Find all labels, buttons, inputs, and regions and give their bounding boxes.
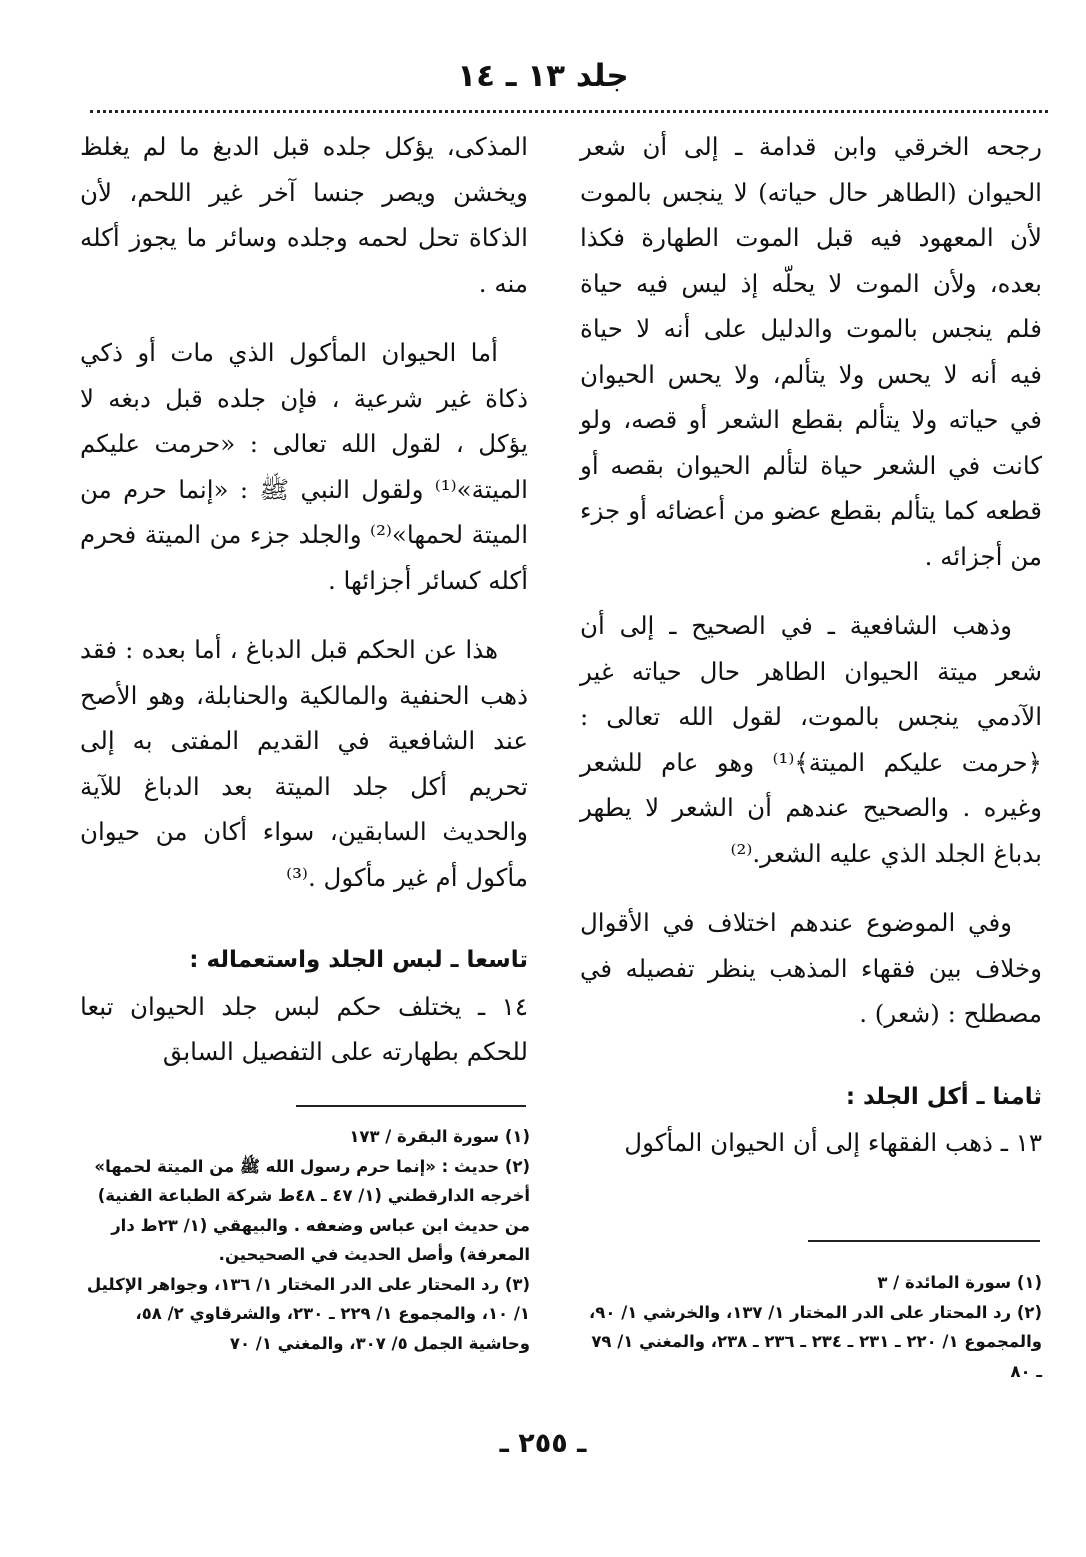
paragraph: المذكى، يؤكل جلده قبل الدبغ ما لم يغلظ ويخشن ويصر جنسا آخر غير اللحم، لأن الذكاة تحل لحمه وجلده وسائر ما يجوز أكله منه . [80,132,528,298]
paragraph: ١٣ ـ ذهب الفقهاء إلى أن الحيوان المأكول [624,1128,1042,1157]
footnote: (١) سورة البقرة / ١٧٣ [349,1127,530,1146]
paragraph: ١٤ ـ يختلف حكم لبس جلد الحيوان تبعا للحكم بطهارته على التفصيل السابق [80,991,528,1066]
footnote-rule [296,1105,526,1107]
paragraph: أما الحيوان المأكول الذي مات أو ذكي ذكاة غير شرعية ، فإن جلده قبل دبغه لا يؤكل ، لقول الله تعالى : «حرمت عليكم الميتة»⁽¹⁾ ولقول النبي ﷺ : «إنما حرم من الميتة لحمها»⁽²⁾ والجلد جزء من الميتة فحرم أكله كسائر أجزائها . [80,338,528,595]
footnote: (٢) رد المحتار على الدر المختار ١/ ١٣٧، والخرشي ١/ ٩٠، والمجموع ١/ ٢٢٠ ـ ٢٣١ ـ ٢٣٤ ـ ٢٣٦ ـ ٢٣٨، والمغني ١/ ٧٩ ـ ٨٠ [589,1302,1042,1381]
footnote-rule [808,1240,1040,1242]
left-column [80,124,528,1075]
footnote: (٣) رد المحتار على الدر المختار ١/ ١٣٦، وجواهر الإكليل ١/ ١٠، والمجموع ١/ ٢٢٩ ـ ٢٣٠، والشرقاوي ٢/ ٥٨، وحاشية الجمل ٥/ ٣٠٧، والمغني ١/ ٧٠ [86,1274,530,1353]
paragraph: هذا عن الحكم قبل الدباغ ، أما بعده : فقد ذهب الحنفية والمالكية والحنابلة، وهو الأصح عند الشافعية في القديم المفتى به إلى تحريم أكل جلد الميتة بعد الدباغ للآية والحديث السابقين، سواء أكان من حيوان مأكول أم غير مأكول .⁽³⁾ [80,635,528,892]
footnote: (٢) حديث : «إنما حرم رسول الله ﷺ من الميتة لحمها» أخرجه الدارقطني (١/ ٤٧ ـ ٤٨ط شركة الطباعة الفنية) من حديث ابن عباس وضعفه . والبيهقي (١/ ٢٣ط دار المعرفة) وأصل الحديث في الصحيحين. [94,1156,530,1264]
paragraph: وفي الموضوع عندهم اختلاف في الأقوال وخلاف بين فقهاء المذهب ينظر تفصيله في مصطلح : (شعر) . [580,908,1042,1028]
page-number: ـ ٢٥٥ ـ [499,1428,587,1459]
footnote: (١) سورة المائدة / ٣ [877,1273,1042,1292]
paragraph: وذهب الشافعية ـ في الصحيح ـ إلى أن شعر ميتة الحيوان الطاهر حال حياته غير الآدمي ينجس بالموت، لقول الله تعالى : ﴿حرمت عليكم الميتة﴾⁽¹⁾ وهو عام للشعر وغيره . والصحيح عندهم أن الشعر لا يطهر بدباغ الجلد الذي عليه الشعر.⁽²⁾ [580,611,1042,868]
paragraph: رجحه الخرقي وابن قدامة ـ إلى أن شعر الحيوان (الطاهر حال حياته) لا ينجس بالموت لأن المعهود فيه قبل الموت الطهارة فكذا بعده، ولأن الموت لا يحلّه إذ ليس فيه حياة فلم ينجس بالموت والدليل على أنه لا حياة فيه أنه لا يحس ولا يتألم، ولا يحس الحيوان في حياته ولا يتألم بقطع الشعر أو قصه، ولو كانت في الشعر حياة لتألم الحيوان بقصه أو قطعه كما يتألم بقطع عضو من أعضائه أو جزء من أجزائه . [580,132,1042,571]
footnotes-right [580,1268,1042,1386]
section-heading: ثامنا ـ أكل الجلد : [845,1083,1042,1110]
right-column [580,124,1042,1166]
running-header: جلد ١٣ ـ ١٤ [457,58,629,94]
footnotes-left [78,1122,530,1358]
section-heading: تاسعا ـ لبس الجلد واستعماله : [189,947,528,973]
header-dotted-rule [90,110,1048,113]
